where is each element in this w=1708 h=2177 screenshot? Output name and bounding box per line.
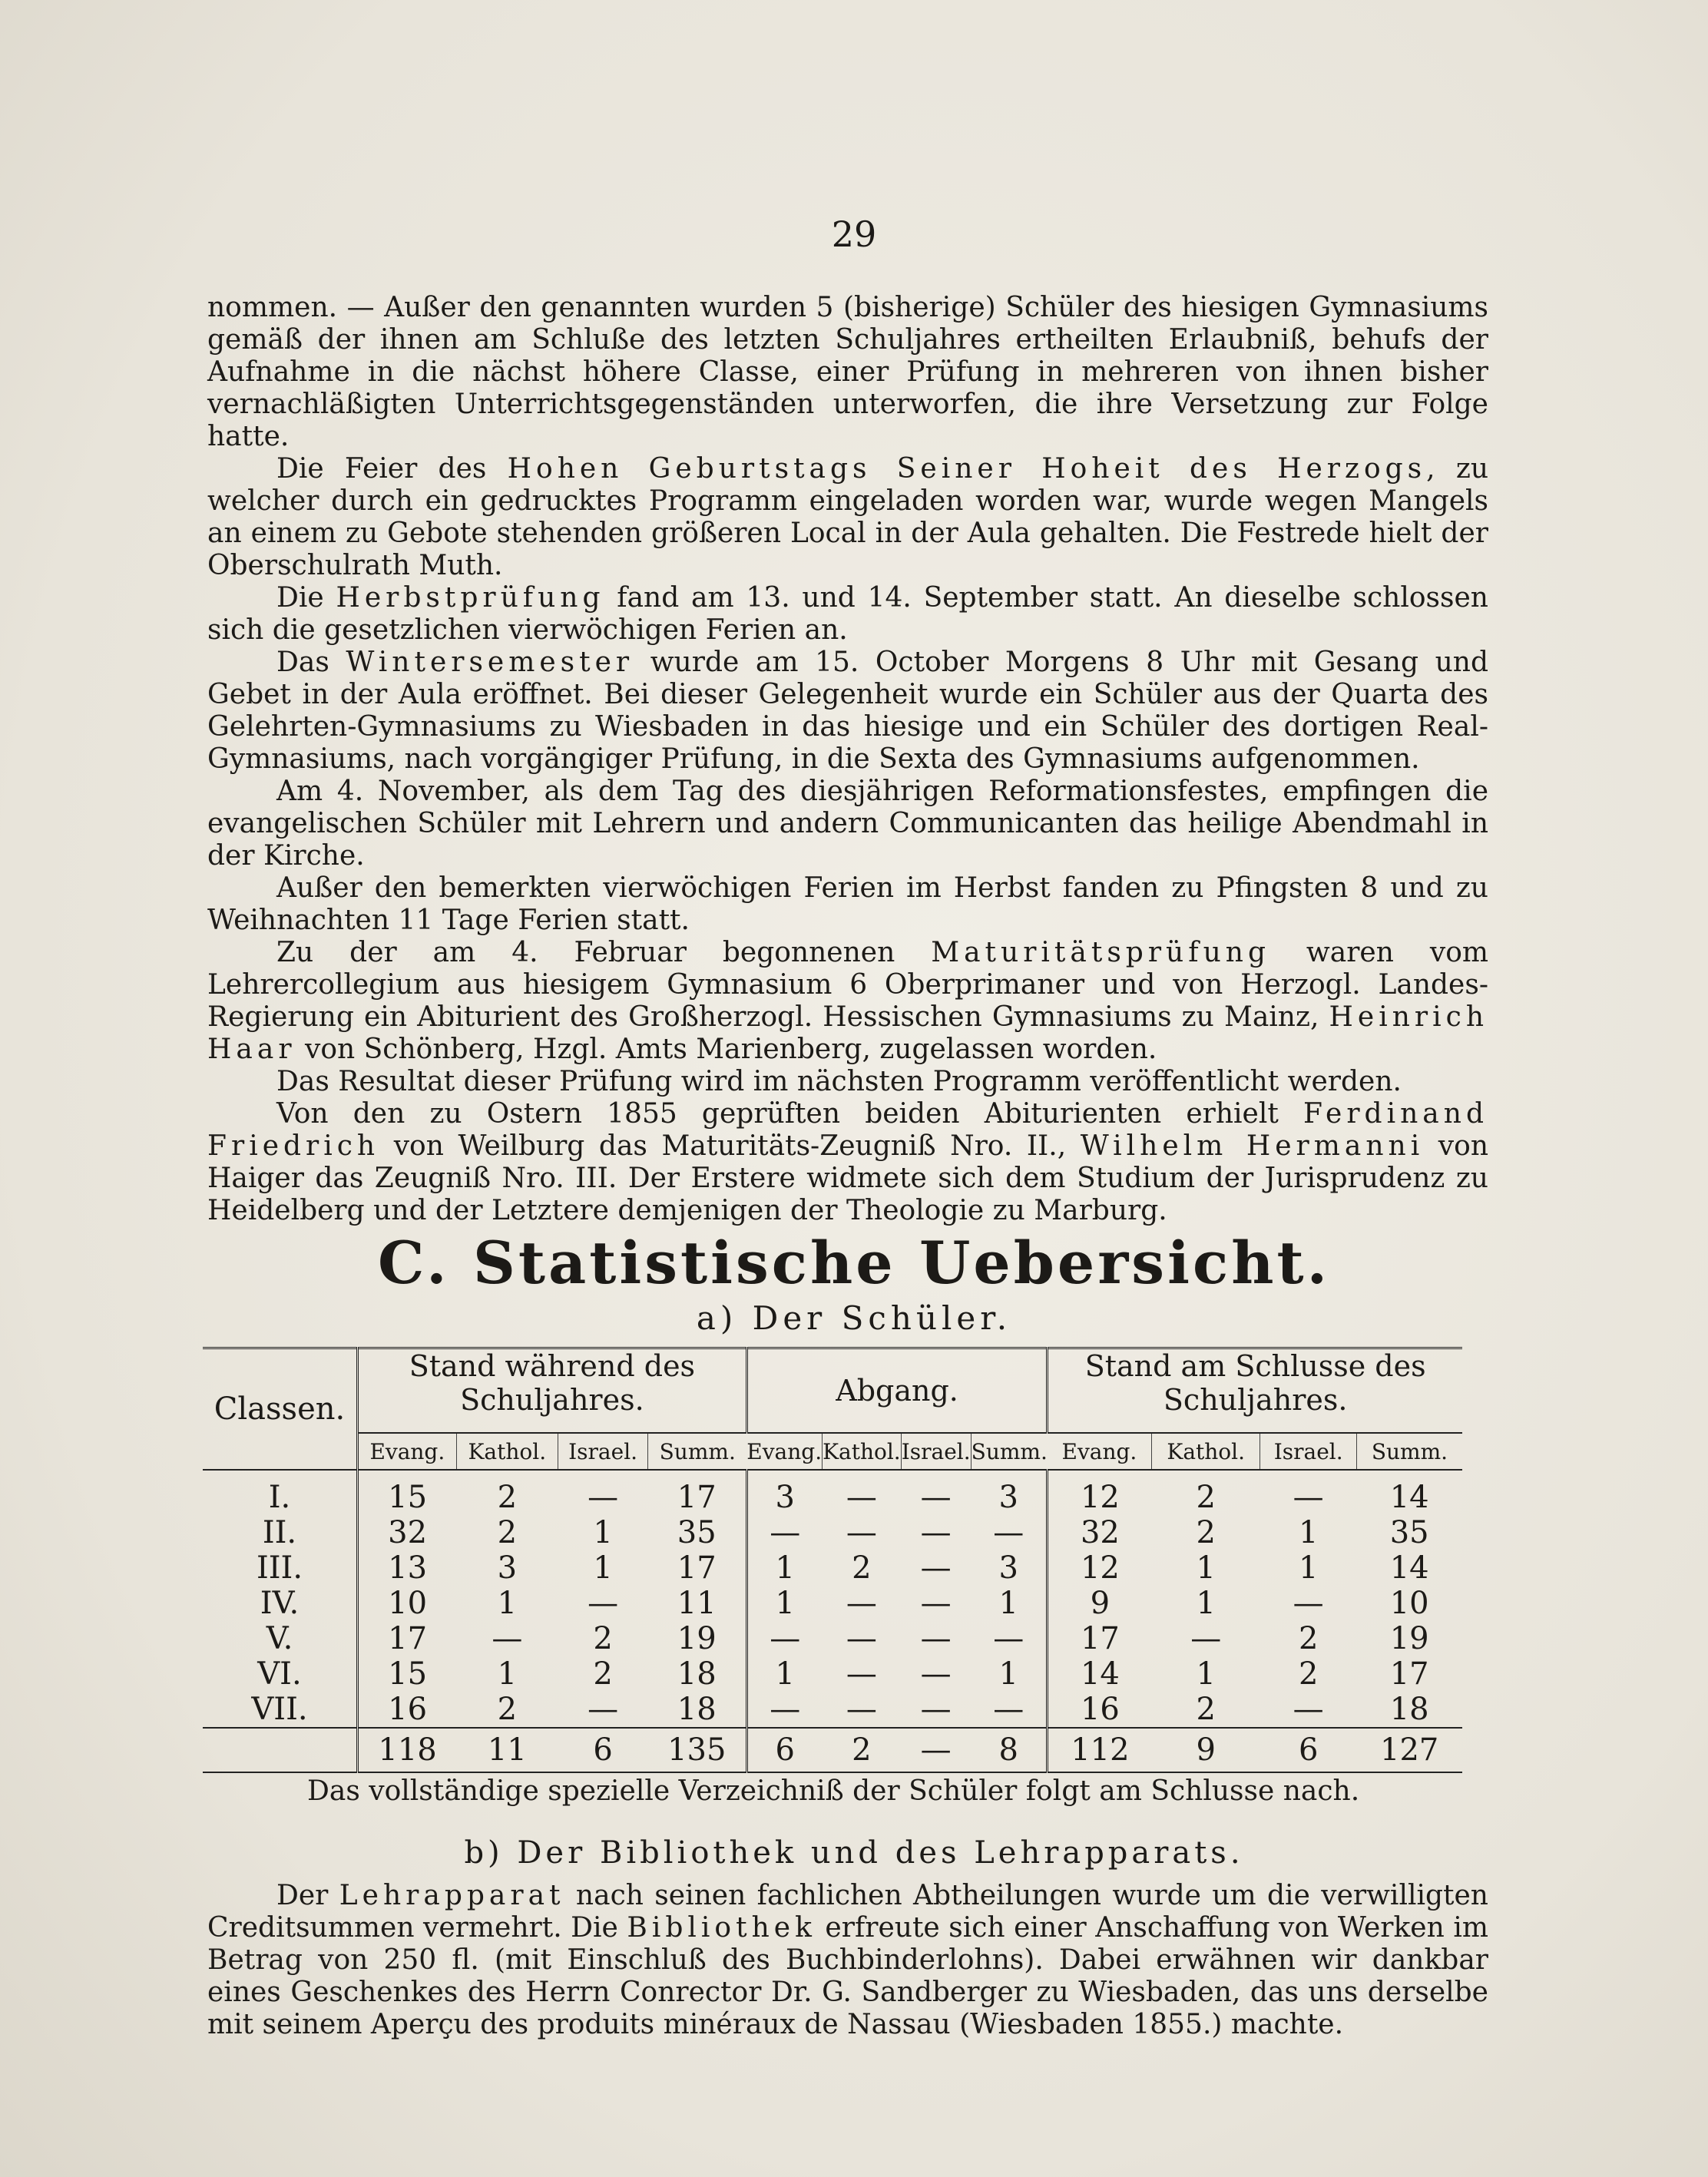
paragraph — [207, 937, 1488, 1066]
table-cell: 2 — [852, 1550, 872, 1586]
column-header: Israel. — [901, 1433, 971, 1470]
table-cell: — — [920, 1586, 952, 1621]
text-run: von Schönberg, Hzgl. Amts Marienberg, zugelassen worden. — [296, 1034, 1157, 1065]
table-cell: 1 — [998, 1656, 1018, 1692]
emphasized-text: Ferdinand Friedrich — [207, 1098, 1488, 1162]
table-cell: 32 — [1048, 1515, 1152, 1550]
table-cell: — — [993, 1621, 1024, 1656]
table-cell: 15 — [388, 1656, 428, 1692]
total-cell: 6 — [746, 1728, 822, 1772]
table-cell: — — [823, 1470, 902, 1515]
table-cell: — — [846, 1692, 877, 1727]
table-cell: 14 — [1356, 1470, 1462, 1515]
table-cell: — — [746, 1692, 822, 1728]
group-header-end: Stand am Schlusse des Schuljahres. — [1048, 1348, 1462, 1434]
table-cell: — — [846, 1586, 877, 1621]
table-cell: — — [920, 1515, 952, 1550]
table-cell: — — [1293, 1692, 1324, 1727]
totals-row — [203, 1728, 1462, 1772]
table-cell: 1 — [1298, 1515, 1319, 1550]
paragraph — [207, 1098, 1488, 1227]
table-cell: 12 — [1048, 1470, 1152, 1515]
table-cell: 2 — [1196, 1515, 1216, 1550]
table-cell: 18 — [677, 1656, 717, 1692]
text-run: Zu der am 4. Februar begonnenen — [276, 937, 932, 968]
column-header: Kathol. — [823, 1433, 902, 1470]
total-cell: 112 — [1048, 1728, 1152, 1772]
table-cell: 14 — [1389, 1550, 1429, 1586]
text-run: Der — [276, 1880, 339, 1911]
table-cell: 2 — [1151, 1470, 1260, 1515]
paragraph — [207, 872, 1488, 937]
text-run: Am 4. November, als dem Tag des diesjährigen Reformationsfestes, empfingen die evangelischen Schüler mit Lehrern und andern Communicanten das heilige Abendmahl in der Kirche. — [207, 776, 1488, 872]
table-cell: — — [993, 1515, 1024, 1550]
table-cell: 18 — [1389, 1692, 1429, 1727]
table-row — [203, 1515, 1462, 1550]
column-header: Kathol. — [1151, 1433, 1260, 1470]
text-run: Das — [276, 647, 346, 678]
table-cell: 3 — [971, 1470, 1048, 1515]
paragraph — [207, 582, 1488, 647]
total-cell: 6 — [1260, 1728, 1356, 1772]
table-cell: — — [588, 1692, 619, 1727]
table-cell: 35 — [677, 1515, 717, 1550]
text-run: Die Feier des — [276, 453, 508, 485]
table-cell: 35 — [1389, 1515, 1429, 1550]
table-cell: 32 — [388, 1515, 428, 1550]
emphasized-text: Wilhelm Hermanni — [1080, 1130, 1425, 1162]
table-cell: 3 — [998, 1550, 1018, 1586]
emphasized-text: Hohen Geburtstags Seiner Hoheit des Herzogs — [507, 453, 1427, 485]
table-cell: 2 — [593, 1656, 613, 1692]
group-header-departure: Abgang. — [746, 1348, 1048, 1434]
table-cell: — — [846, 1621, 877, 1656]
table-cell: 16 — [388, 1692, 428, 1727]
table-cell: 9 — [1048, 1586, 1152, 1621]
text-run: nach seinen fachlichen Abtheilungen wurde um die verwilligten Creditsummen vermehrt. Die — [207, 1880, 1488, 1944]
table-cell: — — [1260, 1470, 1356, 1515]
column-header: Kathol. — [456, 1433, 558, 1470]
table-cell: 16 — [1048, 1692, 1152, 1728]
emphasized-text: Heinrich Haar — [207, 1001, 1488, 1065]
text-run: wurde am 15. October Morgens 8 Uhr mit Gesang und Gebet in der Aula eröffnet. Bei dieser Gelegenheit wurde ein Schüler aus der Quarta des Gelehrten-Gymnasiums zu Wiesbaden in das hiesige und ein Schüler des dortigen Real-Gymnasiums, nach vorgängiger Prüfung, in die Sexta des Gymnasiums aufgenommen. — [207, 647, 1489, 775]
table-cell: 1 — [497, 1586, 518, 1621]
total-cell: 135 — [648, 1728, 747, 1772]
paragraph — [207, 647, 1488, 776]
table-cell: 2 — [1196, 1692, 1216, 1727]
classen-header: Classen. — [203, 1348, 358, 1471]
row-label: IV. — [203, 1586, 358, 1621]
table-cell: 3 — [497, 1550, 518, 1586]
emphasized-text: Herbstprüfung — [336, 582, 605, 614]
emphasized-text: Lehrapparat — [339, 1880, 565, 1911]
table-cell: 15 — [358, 1470, 457, 1515]
table-cell: 2 — [1298, 1621, 1319, 1656]
table-cell: — — [846, 1656, 877, 1692]
table-row — [203, 1586, 1462, 1621]
table-row — [203, 1470, 1462, 1515]
table-cell: 13 — [388, 1550, 428, 1586]
row-label: II. — [203, 1515, 358, 1550]
total-cell: 127 — [1356, 1728, 1462, 1772]
text-run: Die — [276, 582, 336, 614]
column-header: Israel. — [558, 1433, 647, 1470]
section-c-title: C. Statistische Uebersicht. — [377, 1229, 1331, 1297]
table-cell: 1 — [1298, 1550, 1319, 1586]
table-cell: 17 — [388, 1621, 428, 1656]
table-cell: — — [901, 1470, 971, 1515]
table-cell: — — [746, 1621, 822, 1656]
paragraph — [207, 1880, 1488, 2041]
table-cell: 3 — [746, 1470, 822, 1515]
subsection-a-title: a) Der Schüler. — [696, 1299, 1012, 1337]
table-cell: — — [588, 1586, 619, 1621]
total-cell: 8 — [971, 1728, 1048, 1772]
emphasized-text: Maturitätsprüfung — [931, 937, 1270, 968]
table-cell: 2 — [593, 1621, 613, 1656]
table-cell: 1 — [1196, 1586, 1216, 1621]
text-run: , zu welcher durch ein gedrucktes Programm eingeladen worden war, wurde wegen Mangels an einem zu Gebote stehenden größeren Local in der Aula gehalten. Die Festrede hielt der Oberschulrath Muth. — [207, 453, 1489, 581]
text-run: Das Resultat dieser Prüfung wird im nächsten Programm veröffentlicht werden. — [276, 1066, 1402, 1097]
table-cell: 1 — [746, 1586, 822, 1621]
table-cell: 19 — [1389, 1621, 1429, 1656]
row-label: I. — [203, 1470, 358, 1515]
row-label: V. — [203, 1621, 358, 1656]
table-cell: 1 — [746, 1656, 822, 1692]
table-cell: — — [846, 1515, 877, 1550]
table-cell: 1 — [593, 1515, 613, 1550]
table-cell: 12 — [1048, 1550, 1152, 1586]
paragraph — [207, 1066, 1488, 1098]
column-header: Summ. — [1356, 1433, 1462, 1470]
table-cell: — — [993, 1692, 1024, 1727]
column-header: Summ. — [971, 1433, 1048, 1470]
paragraph — [207, 776, 1488, 872]
table-row — [203, 1692, 1462, 1728]
column-header: Summ. — [648, 1433, 747, 1470]
paragraph — [207, 453, 1488, 582]
table-cell: — — [920, 1550, 952, 1586]
body-text-top — [207, 292, 1488, 1227]
table-cell: 2 — [497, 1692, 518, 1727]
text-run: erfreute sich einer Anschaffung von Werken im Betrag von 250 fl. (mit Einschluß des Buchbinderlohns). Dabei erwähnen wir dankbar eines Geschenkes des Herrn Conrector Dr. G. Sandberger zu Wiesbaden, das uns derselbe mit seinem Aperçu des produits minéraux de Nassau (Wiesbaden 1855.) machte. — [207, 1912, 1488, 2040]
table-cell: 1 — [1196, 1550, 1216, 1586]
table-cell: 1 — [593, 1550, 613, 1586]
page-number: 29 — [831, 213, 877, 255]
total-cell: 11 — [456, 1728, 558, 1772]
table-cell: — — [920, 1621, 952, 1656]
table-cell: 10 — [1389, 1586, 1429, 1621]
emphasized-text: Bibliothek — [627, 1912, 816, 1944]
table-cell: 17 — [677, 1550, 717, 1586]
table-cell: 19 — [677, 1621, 717, 1656]
table-cell: 11 — [677, 1586, 717, 1621]
text-run: Von den zu Ostern 1855 geprüften beiden Abiturienten erhielt — [276, 1098, 1304, 1130]
text-run: von Weilburg das Maturitäts-Zeugniß Nro. II., — [379, 1130, 1081, 1162]
text-run: von Haiger das Zeugniß Nro. III. Der Erstere widmete sich dem Studium der Jurisprudenz zu Heidelberg und der Letztere demjenigen der Theologie zu Marburg. — [207, 1130, 1489, 1226]
row-label: VII. — [203, 1692, 358, 1728]
table-cell: 2 — [497, 1515, 518, 1550]
table-cell: 17 — [648, 1470, 747, 1515]
table-row — [203, 1621, 1462, 1656]
table-cell: 1 — [746, 1550, 822, 1586]
table-cell: — — [1190, 1621, 1222, 1656]
totals-label — [203, 1728, 358, 1772]
subheader-row — [203, 1433, 1462, 1470]
table-cell: — — [920, 1656, 952, 1692]
column-header: Evang. — [358, 1433, 457, 1470]
subsection-b-title: b) Der Bibliothek und des Lehrapparats. — [464, 1835, 1244, 1871]
table-cell: 14 — [1048, 1656, 1152, 1692]
total-cell: 2 — [823, 1728, 902, 1772]
text-run: fand am 13. und 14. September statt. An dieselbe schlossen sich die gesetzlichen vierwöchigen Ferien an. — [207, 582, 1488, 646]
row-label: VI. — [203, 1656, 358, 1692]
table-cell: — — [1293, 1586, 1324, 1621]
text-run: waren vom Lehrercollegium aus hiesigem Gymnasium 6 Oberprimaner und von Herzogl. Landes-Regierung ein Abiturient des Großherzogl. Hessischen Gymnasiums zu Mainz, — [207, 937, 1488, 1033]
column-header: Evang. — [1048, 1433, 1152, 1470]
table-cell: 10 — [388, 1586, 428, 1621]
text-run: Außer den bemerkten vierwöchigen Ferien im Herbst fanden zu Pfingsten 8 und zu Weihnachten 11 Tage Ferien statt. — [207, 872, 1488, 936]
table-note: Das vollständige spezielle Verzeichniß der Schüler folgt am Schlusse nach. — [307, 1775, 1360, 1807]
table-cell: 2 — [456, 1470, 558, 1515]
table-cell: — — [492, 1621, 523, 1656]
row-label: III. — [203, 1550, 358, 1586]
column-header: Israel. — [1260, 1433, 1356, 1470]
table-row — [203, 1656, 1462, 1692]
table-cell: 17 — [1048, 1621, 1152, 1656]
table-cell: 17 — [1389, 1656, 1429, 1692]
total-cell: — — [901, 1728, 971, 1772]
table-cell: — — [920, 1692, 952, 1727]
table-cell: 1 — [497, 1656, 518, 1692]
total-cell: 118 — [358, 1728, 457, 1772]
student-statistics-table — [203, 1347, 1462, 1773]
group-header-during: Stand während des Schuljahres. — [409, 1349, 696, 1417]
table-cell: 18 — [677, 1692, 717, 1727]
body-text-bottom — [207, 1880, 1488, 2041]
paragraph — [207, 292, 1488, 453]
table-cell: — — [558, 1470, 647, 1515]
total-cell: 6 — [558, 1728, 647, 1772]
table-cell: 1 — [1196, 1656, 1216, 1692]
emphasized-text: Wintersemester — [346, 647, 634, 678]
table-body — [203, 1470, 1462, 1772]
total-cell: 9 — [1151, 1728, 1260, 1772]
table-cell: — — [746, 1515, 822, 1550]
table-cell: 1 — [998, 1586, 1018, 1621]
text-run: nommen. — Außer den genannten wurden 5 (bisherige) Schüler des hiesigen Gymnasiums gemäß der ihnen am Schluße des letzten Schuljahres ertheilten Erlaubniß, behufs der Aufnahme in die nächst höhere Classe, einer Prüfung in mehreren von ihnen bisher vernachläßigten Unterrichtsgegenständen unterworfen, die ihre Versetzung zur Folge hatte. — [207, 292, 1488, 452]
column-header: Evang. — [746, 1433, 822, 1470]
table-cell: 2 — [1298, 1656, 1319, 1692]
table-row — [203, 1550, 1462, 1586]
